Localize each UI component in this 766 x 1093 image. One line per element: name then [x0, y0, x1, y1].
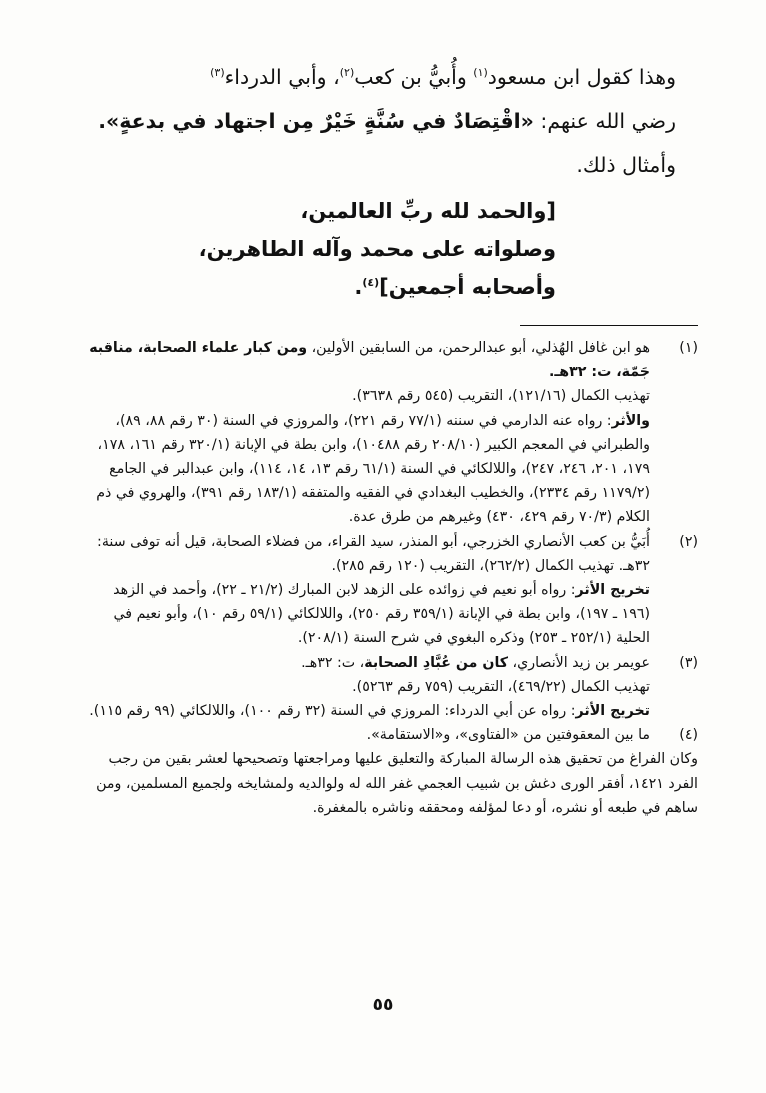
closing-line-3: وأصحابه أجمعين]$^{(٤)}$.: [354, 275, 556, 299]
footnote-3: (٣) عويمر بن زيد الأنصاري، كان من عُبَّادِ الصحابة، ت: ٣٢هـ. تهذيب الكمال (٤٦٩/٢٢)، التقريب (٧٥٩ رقم ٥٢٦٣). تخريج الأثر: رواه عن أبي الدرداء: المروزي في السنة (٣٢ رقم ١٠٠)، واللالكائي (٩٩ رقم ١١٥).: [82, 651, 698, 724]
footnote-number: (٤): [679, 727, 698, 744]
footnote-number: (٣): [679, 654, 698, 671]
footnote-number: (١): [679, 340, 698, 356]
main-line-2: رضي الله عنهم: «اقْتِصَادٌ في سُنَّةٍ خَيْرٌ مِن اجتهاد في بدعةٍ».: [98, 109, 676, 133]
footnotes: [82, 336, 698, 820]
footnote-1: (١) هو ابن غافل الهُذلي، أبو عبدالرحمن، من السابقين الأولين، ومن كبار علماء الصحابة، مناقبه جَمّة، ت: ٣٢هـ. تهذيب الكمال (١٢١/١٦)، التقريب (٥٤٥ رقم ٣٦٣٨). والأثر: رواه عنه الدارمي في سننه (٧٧/١ رقم ٢٢١)، والمروزي في السنة (٣٠ رقم ٨٨، ٨٩)، والطبراني في المعجم الكبير (٢٠٨/١٠ رقم ١٠٤٨٨)، وابن بطة في الإبانة (٣٢٠/١ رقم ١٦١، ١٧٨، ١٧٩، ٢٠١، ٢٤٦، ٢٤٧)، واللالكائي في السنة (٦١/١ رقم ١٣، ١٤، ١١٤)، وابن عبدالبر في الجامع (١١٧٩/٢ رقم ٢٣٣٤)، والخطيب البغدادي في الفقيه والمتفقه (١٨٣/١ رقم ٣٩١)، والهروي في ذم الكلام (٧٠/٣ رقم ٤٢٩، ٤٣٠) وغيرهم من طرق عدة.: [82, 336, 698, 530]
note-ref-4[interactable]: (٤): [362, 276, 380, 289]
footnote-number: (٢): [679, 533, 698, 550]
closing-text: [180, 192, 556, 306]
quote: «اقْتِصَادٌ في سُنَّةٍ خَيْرٌ مِن اجتهاد في بدعةٍ».: [98, 109, 534, 133]
closing-line-1: [والحمد لله ربِّ العالمين،: [300, 199, 556, 223]
footnote-separator: [520, 325, 698, 326]
footnote-2: (٢) أُبَيُّ بن كعب الأنصاري الخزرجي، أبو المنذر، سيد القراء، من فضلاء الصحابة، قيل أنه توفى سنة: ٣٢هـ. تهذيب الكمال (٢٦٢/٢)، التقريب (١٢٠ رقم ٢٨٥). تخريج الأثر: رواه أبو نعيم في زوائده على الزهد لابن المبارك (٢١/٢ ـ ٢٢)، وأحمد في الزهد (١٩٦ ـ ١٩٧)، وابن بطة في الإبانة (٣٥٩/١ رقم ٢٥٠)، واللالكائي (٥٩/١ رقم ١٠)، وأبو نعيم في الحلية (٢٥٢/١ ـ ٢٥٣) وذكره البغوي في شرح السنة (٢٠٨/١).: [82, 530, 698, 651]
page-number: ٥٥: [372, 995, 394, 1015]
note-ref-2[interactable]: (٢): [339, 66, 355, 80]
main-line-3: وأمثال ذلك.: [576, 153, 676, 177]
closing-line-2: وصلواته على محمد وآله الطاهرين،: [198, 237, 556, 261]
note-ref-3[interactable]: (٣): [210, 66, 225, 80]
note-ref-1[interactable]: (١): [473, 66, 488, 80]
main-line-1: وهذا كقول ابن مسعود$^{(١)}$ وأُبيُّ بن كعب$^{(٢)}$، وأبي الدرداء$^{(٣)}$: [210, 65, 676, 89]
main-text: [90, 55, 676, 187]
footnote-4: (٤) ما بين المعقوفتين من «الفتاوى»، و«الاستقامة».: [82, 723, 698, 747]
colophon: وكان الفراغ من تحقيق هذه الرسالة المباركة والتعليق عليها ومراجعتها وتصحيحها لعشر بقين من رجب الفرد ١٤٢١، أفقر الورى دغش بن شبيب العجمي غفر الله له ولوالديه ولمشايخه ولجميع المسلمين، ومن ساهم في طبعه أو نشره، أو دعا لمؤلفه ومحققه وناشره بالمغفرة.: [96, 751, 698, 816]
